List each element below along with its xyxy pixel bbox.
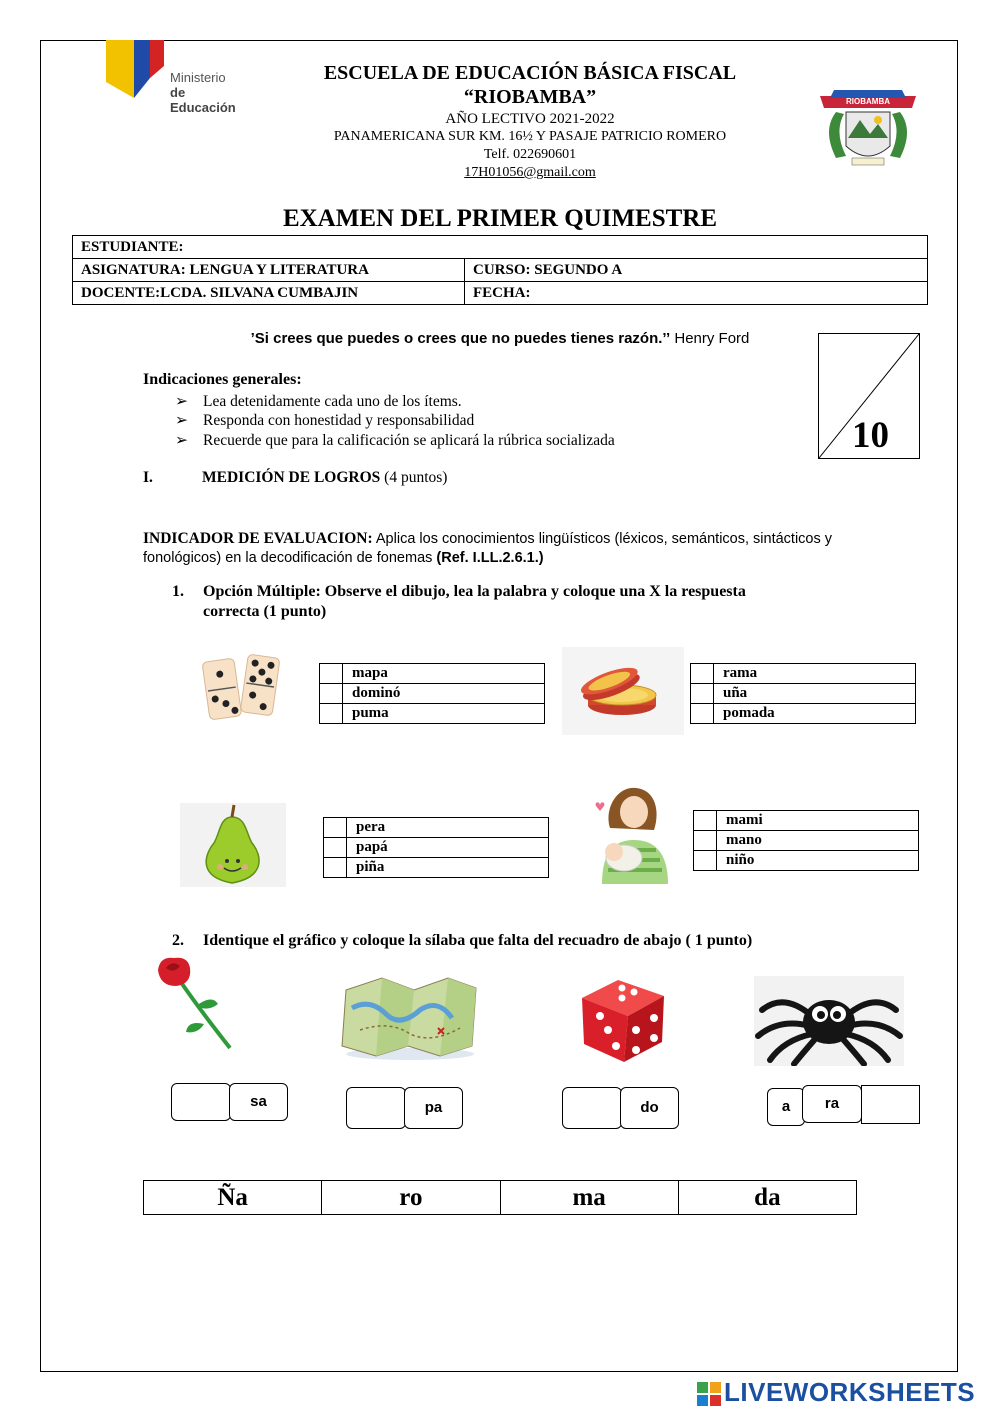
option-label: pomada [714,704,916,724]
option-label: rama [714,664,916,684]
teacher-field: DOCENTE:LCDA. SILVANA CUMBAJIN [73,282,465,305]
section-heading [143,469,447,487]
given-syllable-box: ra [802,1085,862,1123]
ministry-line2: de Educación [170,85,236,115]
option-label: papá [347,838,549,858]
option-label: mami [717,811,919,831]
answer-checkbox[interactable] [324,838,347,858]
quote-text: ’Si crees que puedes o crees que no puedes tienes razón.’’ [250,330,671,347]
pear-icon [180,803,286,887]
ointment-icon [562,647,684,735]
student-field[interactable]: ESTUDIANTE: [73,236,928,259]
indicator-ref: (Ref. I.LL.2.6.1.) [436,550,544,566]
map-icon [340,968,480,1062]
exam-title: EXAMEN DEL PRIMER QUIMESTRE [282,205,718,232]
indicator [143,529,863,568]
emblem-name-text: RIOBAMBA [846,97,890,106]
option-label: pera [347,818,549,838]
student-info-table [72,235,928,305]
instruction-item: ➢ Recuerde que para la calificación se aplicará la rúbrica socializada [175,432,615,449]
domino-icon [200,652,280,722]
answer-checkbox[interactable] [694,831,717,851]
school-quoted: “RIOBAMBA” [463,86,597,108]
option-label: uña [714,684,916,704]
option-label: mano [717,831,919,851]
instruction-item: ➢ Responda con honestidad y responsabilidad [175,412,475,429]
answer-checkbox[interactable] [324,818,347,838]
missing-syllable-box[interactable] [861,1085,920,1124]
missing-syllable-box[interactable] [346,1087,406,1129]
quote-author: Henry Ford [674,330,750,347]
indicator-label: INDICADOR DE EVALUACION: [143,530,373,547]
options-table [690,663,916,724]
option-label: dominó [343,684,545,704]
quote [100,330,900,347]
question1-title-line2: correcta (1 punto) [203,603,327,620]
syllable-option[interactable]: ro [322,1181,500,1215]
option-label: puma [343,704,545,724]
given-syllable-box: sa [229,1083,288,1121]
emblem-top-text: ESCUELA [851,83,885,90]
option-label: mapa [343,664,545,684]
school-year: AÑO LECTIVO 2021-2022 [445,111,615,127]
instruction-item: ➢ Lea detenidamente cada uno de los ítems. [175,393,462,410]
mother-baby-icon [580,780,686,886]
subject-field: ASIGNATURA: LENGUA Y LITERATURA [73,259,465,282]
options-table [319,663,545,724]
syllable-bank [143,1180,857,1215]
options-table [323,817,549,878]
option-label: piña [347,858,549,878]
syllable-option[interactable]: ma [500,1181,678,1215]
score-value: 10 [852,415,889,456]
question2-title: 2. Identique el gráfico y coloque la sílaba que falta del recuadro de abajo ( 1 punto) [172,932,753,949]
dice-icon [578,974,668,1066]
answer-checkbox[interactable] [691,664,714,684]
options-table [693,810,919,871]
syllable-option[interactable]: Ña [144,1181,322,1215]
answer-checkbox[interactable] [320,664,343,684]
answer-checkbox[interactable] [691,704,714,724]
indicator-text: Aplica los conocimientos lingüísticos (léxicos, semánticos, sintácticos y fonológicos) en la decodificación de fonemas [143,531,833,566]
rose-icon [152,954,238,1054]
school-address: PANAMERICANA SUR KM. 16½ Y PASAJE PATRICIO ROMERO [333,129,727,144]
instructions-heading: Indicaciones generales: [143,371,302,388]
answer-checkbox[interactable] [320,704,343,724]
liveworksheets-logo-icon [697,1382,721,1406]
liveworksheets-brand[interactable]: LIVEWORKSHEETS [724,1377,976,1407]
school-phone: Telf. 022690601 [483,147,577,162]
given-syllable-box: do [620,1087,679,1129]
ministry-logo [104,38,254,115]
given-syllable-box: pa [404,1087,463,1129]
answer-checkbox[interactable] [691,684,714,704]
spider-icon [754,976,904,1066]
answer-checkbox[interactable] [320,684,343,704]
ministry-line1: Ministerio [170,70,226,85]
section-title: MEDICIÓN DE LOGROS [202,469,381,486]
missing-syllable-box[interactable] [562,1087,622,1129]
answer-checkbox[interactable] [694,811,717,831]
section-points: (4 puntos) [384,469,448,486]
course-field: CURSO: SEGUNDO A [465,259,928,282]
date-field[interactable]: FECHA: [465,282,928,305]
section-number: I. [143,469,153,486]
missing-syllable-box[interactable] [171,1083,231,1121]
answer-checkbox[interactable] [694,851,717,871]
option-label: niño [717,851,919,871]
school-email: 17H01056@gmail.com [464,165,596,180]
question1-title: 1. Opción Múltiple: Observe el dibujo, lea la palabra y coloque una X la respuesta [172,583,746,600]
answer-checkbox[interactable] [324,858,347,878]
given-syllable-box: a [767,1088,805,1126]
school-name: ESCUELA DE EDUCACIÓN BÁSICA FISCAL [323,62,737,84]
school-emblem [816,80,920,176]
syllable-option[interactable]: da [678,1181,856,1215]
